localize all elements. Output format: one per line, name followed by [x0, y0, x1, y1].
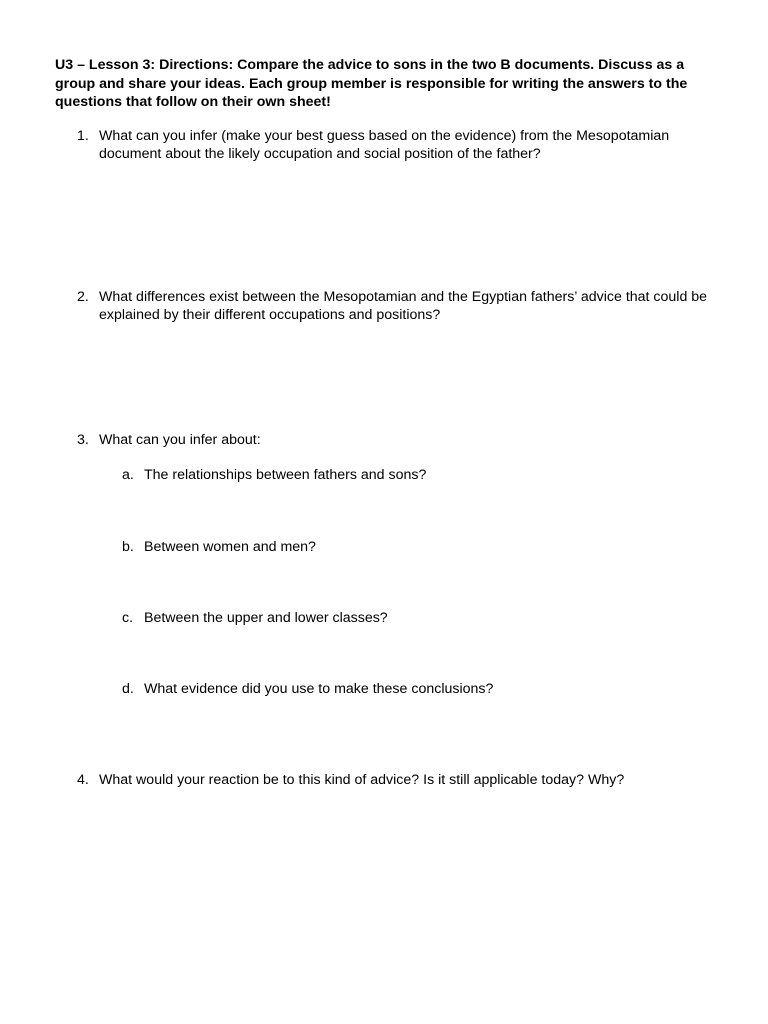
subquestion-text: Between the upper and lower classes? — [144, 610, 388, 626]
question-text: What can you infer (make your best guess based on the evidence) from the Mesopotamian document about the likely occupation and social position of the father? — [99, 128, 670, 162]
question-text: What differences exist between the Mesopotamian and the Egyptian fathers’ advice that could be explained by their different occupations and positions? — [99, 289, 708, 323]
subquestion-letter: a. — [122, 467, 134, 483]
subquestion-letter: b. — [122, 539, 134, 555]
question-text: What would your reaction be to this kind of advice? Is it still applicable today? Why? — [99, 772, 625, 788]
question-number: 3. — [77, 432, 89, 448]
subquestion-text: Between women and men? — [144, 539, 316, 555]
subquestion-letter: d. — [122, 681, 134, 697]
question-number: 4. — [77, 772, 89, 788]
question-number: 2. — [77, 289, 89, 305]
question-number: 1. — [77, 128, 89, 144]
question-text: What can you infer about: — [99, 432, 261, 448]
subquestion-text: What evidence did you use to make these conclusions? — [144, 681, 494, 697]
subquestion-text: The relationships between fathers and sons? — [144, 467, 427, 483]
subquestion-letter: c. — [122, 610, 134, 626]
directions-header: U3 – Lesson 3: Directions: Compare the advice to sons in the two B documents. Discuss as a group and share your ideas. Each group member is responsible for writing the answers to the questions that follow on their own sheet! — [55, 57, 688, 110]
